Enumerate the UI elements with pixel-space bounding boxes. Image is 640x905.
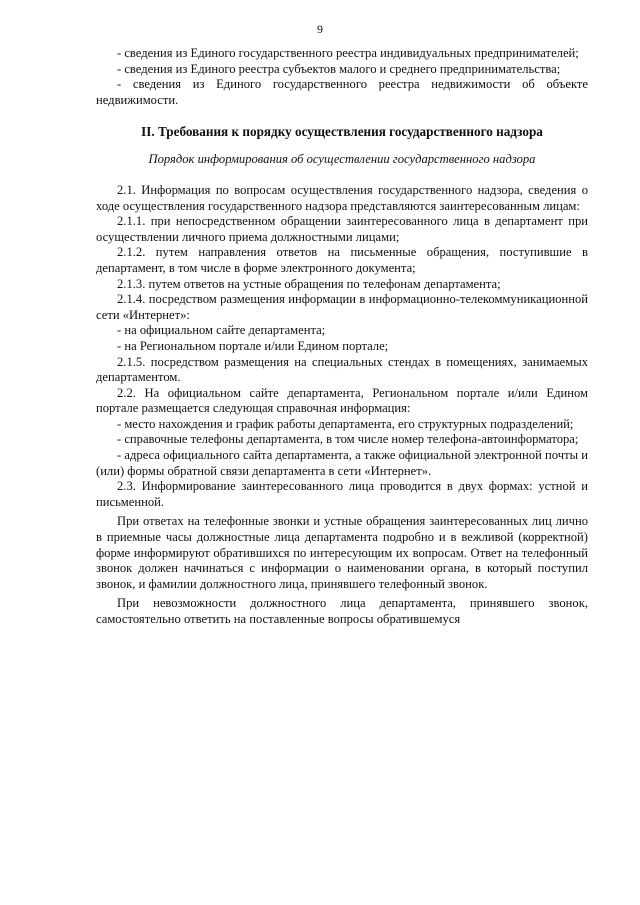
list-item: - сведения из Единого реестра субъектов малого и среднего предпринимательства; xyxy=(117,61,561,76)
document-body xyxy=(96,46,588,628)
paragraph: 2.1.1. при непосредственном обращении заинтересованного лица в департамент при осуществлении личного приема должностными лицами; xyxy=(96,214,588,244)
paragraph: 2.1.3. путем ответов на устные обращения по телефонам департамента; xyxy=(117,276,501,291)
paragraph: 2.1.4. посредством размещения информации в информационно-телекоммуникационной сети «Интернет»: xyxy=(96,292,588,322)
paragraph: При ответах на телефонные звонки и устные обращения заинтересованных лиц лично в приемные часы должностные лица департамента подробно и в вежливой (корректной) форме информируют обратившихся по интересующим их вопросам. Ответ на телефонный звонок должен начинаться с информации о наименовании органа, в который поступил звонок, и фамилии должностного лица, принявшего телефонный звонок. xyxy=(96,514,588,591)
subsection-heading: Порядок информирования об осуществлении государственного надзора xyxy=(148,152,536,167)
list-item: - на Региональном портале и/или Едином портале; xyxy=(117,338,389,353)
list-item: - сведения из Единого государственного реестра индивидуальных предпринимателей; xyxy=(117,46,579,60)
list-item: - место нахождения и график работы департамента, его структурных подразделений; xyxy=(117,416,574,431)
list-item: - на официальном сайте департамента; xyxy=(117,323,326,338)
paragraph: 2.3. Информирование заинтересованного лица проводится в двух формах: устной и письменной. xyxy=(96,479,588,509)
paragraph: 2.2. На официальном сайте департамента, Региональном портале и/или Едином портале размещается следующая справочная информация: xyxy=(96,385,588,416)
paragraph: 2.1. Информация по вопросам осуществления государственного надзора, сведения о ходе осуществления государственного надзора представляются заинтересованным лицам: xyxy=(96,182,588,213)
section-heading: II. Требования к порядку осуществления государственного надзора xyxy=(141,124,543,140)
paragraph: При невозможности должностного лица департамента, принявшего звонок, самостоятельно ответить на поставленные вопросы обратившемуся xyxy=(96,596,588,626)
paragraph: 2.1.5. посредством размещения на специальных стендах в помещениях, занимаемых департаментом. xyxy=(96,354,588,385)
paragraph: 2.1.2. путем направления ответов на письменные обращения, поступившие в департамент, в том числе в форме электронного документа; xyxy=(96,245,588,275)
list-item: - сведения из Единого государственного реестра недвижимости об объекте недвижимости. xyxy=(96,77,588,107)
list-item: - адреса официального сайта департамента, а также официальной электронной почты и (или) формы обратной связи департамента в сети «Интернет». xyxy=(96,448,588,478)
page-number: 9 xyxy=(317,22,323,36)
list-item: - справочные телефоны департамента, в том числе номер телефона-автоинформатора; xyxy=(117,432,579,447)
